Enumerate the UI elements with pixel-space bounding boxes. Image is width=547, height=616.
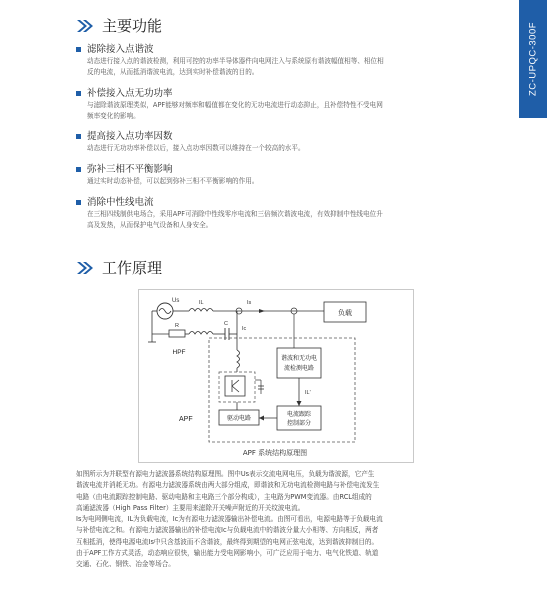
bullet-square-icon — [76, 47, 81, 52]
principle-description — [76, 469, 480, 571]
bullet-square-icon — [76, 200, 81, 205]
feature-desc-line: 动态进行无功功率补偿以后，接入点功率因数可以维持在一个较高的水平。 — [87, 144, 305, 152]
feature-desc-line: 在三相四线制供电场合，采用APF可消除中性线零序电流和三倍频次谐波电流，有效抑制中性线电位升 — [87, 210, 383, 218]
body-line: 交通、石化、钢铁、冶金等场合。 — [76, 560, 175, 569]
feature-desc-line: 通过实时动态补偿，可以起到弥补三相不平衡影响的作用。 — [87, 177, 259, 185]
double-chevron-icon — [76, 261, 94, 275]
feature-title: 弥补三相不平衡影响 — [87, 164, 173, 175]
section-title: 工作原理 — [102, 259, 163, 277]
igbt-switch-icon — [225, 376, 245, 396]
body-line: 谐波电流并消耗无功。有源电力滤波器系统由两大部分组成，即谐波和无功电流检测电路与补偿电流发生 — [76, 481, 380, 490]
detect-label-line: 流检测电路 — [283, 366, 315, 372]
product-model-tab — [519, 0, 547, 118]
is-label: Is — [247, 300, 252, 306]
diagram-caption: APF 系统结构原理图 — [242, 449, 308, 457]
body-line: 电路（由电流跟踪控制电路、驱动电路和主电路三个部分构成），主电路为PWM变流器。由RCL组成的 — [76, 492, 372, 501]
body-line: Is为电网侧电流，IL为负载电流，Ic为有源电力滤波器输出补偿电流。由图可看出，电源电路等于负载电流 — [76, 515, 383, 524]
feature-item — [76, 196, 478, 231]
body-line: 如图所示为并联型有源电力滤波器系统结构原理图。图中Us表示交流电网电压，负载为谐波源，它产生 — [76, 470, 375, 478]
c-label: C — [224, 321, 228, 327]
feature-title: 补偿接入点无功功率 — [87, 88, 173, 99]
body-line: 由于APF工作方式灵活，动态响应很快，输出能力受电网影响小，可广泛应用于电力、电气化铁道、轨道 — [76, 549, 379, 558]
apf-label: APF — [179, 416, 193, 423]
r-label: R — [175, 323, 179, 329]
section-working-principle-heading — [76, 257, 162, 278]
feature-desc-line: 动态进行接入点的谐波检测，利用可控的功率半导体器件向电网注入与系统原有谐波幅值相等、相位相 — [87, 57, 384, 65]
track-label-line: 电流跟踪 — [286, 412, 312, 418]
bullet-square-icon — [76, 167, 81, 172]
body-line: 高通滤波器（High Pass Filter）主要用来滤除开关噪声附近的开关纹波电流。 — [76, 503, 305, 512]
ic-label: Ic — [242, 326, 247, 332]
section-title: 主要功能 — [102, 17, 163, 35]
track-label-line: 控制部分 — [286, 421, 312, 427]
feature-desc-line: 反的电流，从而抵消谐波电流，达到实时补偿谐波的目的。 — [87, 68, 259, 76]
feature-title: 消除中性线电流 — [87, 197, 154, 208]
section-main-functions-heading — [76, 15, 162, 36]
bullet-square-icon — [76, 134, 81, 139]
il-label: IL — [199, 300, 204, 306]
product-model-label: ZC-UPQC-300F — [527, 21, 539, 97]
load-label: 负载 — [338, 310, 352, 317]
feature-desc-line: 高及发热，从而保护电气设备和人身安全。 — [87, 221, 213, 229]
feature-desc-line: 与滤除谐波原理类似，APF能够对频率和幅值都在变化的无功电流进行动态抑止，且补偿特性不受电网 — [87, 101, 383, 109]
feature-title: 滤除接入点谐波 — [87, 44, 154, 55]
apf-structure-diagram — [138, 289, 414, 463]
il-prime-label: IL' — [305, 390, 311, 396]
body-line: 与补偿电流之和。有源电力滤波器输出的补偿电流Ic与负载电流中的谐波分量大小相等、方向相反，两者 — [76, 526, 379, 535]
detect-label-line: 谐波和无功电 — [280, 356, 318, 362]
feature-item — [76, 43, 478, 78]
double-chevron-icon — [76, 19, 94, 33]
body-line: 互相抵消，使得电源电流Is中只含基波而不含谐波，最终得到期望的电网正弦电流，达到谐波抑制目的。 — [76, 537, 379, 546]
feature-title: 提高接入点功率因数 — [87, 131, 173, 142]
us-label: Us — [172, 298, 180, 304]
bullet-square-icon — [76, 91, 81, 96]
hpf-label: HPF — [172, 349, 186, 356]
feature-item — [76, 163, 478, 187]
feature-item — [76, 130, 478, 154]
feature-desc-line: 频率变化的影响。 — [87, 112, 140, 120]
detect-circuit-box — [277, 348, 321, 378]
feature-item — [76, 87, 478, 122]
drive-label: 驱动电路 — [226, 416, 252, 422]
